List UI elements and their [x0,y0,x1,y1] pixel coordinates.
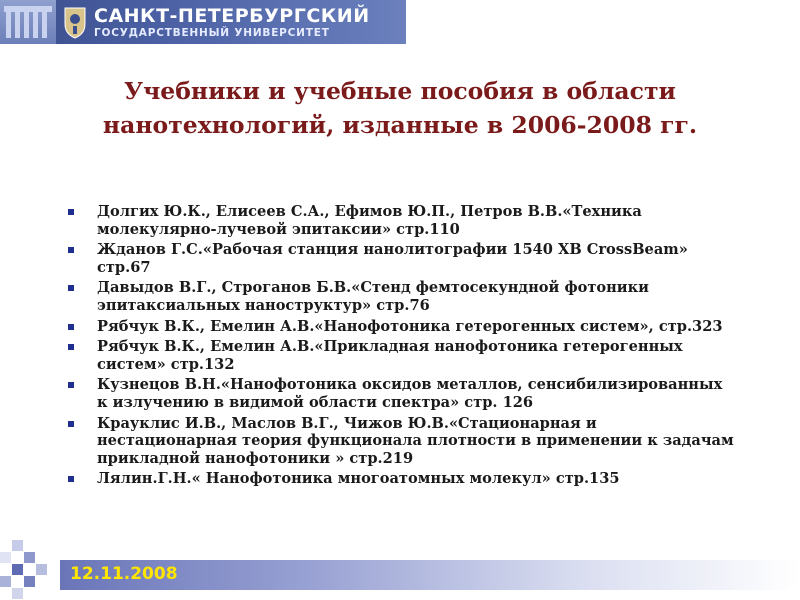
square-bullet-icon [68,209,74,215]
publication-list [68,203,768,491]
university-crest-icon [62,4,88,40]
square-bullet-icon [68,421,74,427]
list-item: Рябчук В.К., Емелин А.В.«Нанофотоника гетерогенных систем», стр.323 [68,318,768,336]
square-bullet-icon [68,382,74,388]
slide-title [60,74,740,142]
square-bullet-icon [68,247,74,253]
title-line-1: Учебники и учебные пособия в области [124,77,676,105]
list-item: Кузнецов В.Н.«Нанофотоника оксидов металлов, сенсибилизированных к излучению в видимой области спектра» стр. 126 [68,376,768,411]
slide-date: 12.11.2008 [70,564,178,584]
square-bullet-icon [68,344,74,350]
square-bullet-icon [68,324,74,330]
list-item: Лялин.Г.Н.« Нанофотоника многоатомных молекул» стр.135 [68,470,768,488]
list-item: Жданов Г.С.«Рабочая станция нанолитографии 1540 XB CrossBeam» стр.67 [68,241,768,276]
header-banner [0,0,406,44]
list-item: Давыдов В.Г., Строганов Б.В.«Стенд фемтосекундной фотоники эпитаксиальных наноструктур» стр.76 [68,279,768,314]
building-image [0,0,56,44]
university-subtitle: ГОСУДАРСТВЕННЫЙ УНИВЕРСИТЕТ [94,27,330,39]
university-name: САНКТ-ПЕТЕРБУРГСКИЙ [94,5,370,27]
list-item: Рябчук В.К., Емелин А.В.«Прикладная нанофотоника гетерогенных систем» стр.132 [68,338,768,373]
square-bullet-icon [68,285,74,291]
square-bullet-icon [68,476,74,482]
title-line-2: нанотехнологий, изданные в 2006-2008 гг. [102,111,698,139]
list-item: Долгих Ю.К., Елисеев С.А., Ефимов Ю.П., Петров В.В.«Техника молекулярно-лучевой эпитаксии» стр.110 [68,203,768,238]
list-item: Крауклис И.В., Маслов В.Г., Чижов Ю.В.«Стационарная и нестационарная теория функционала плотности в применении к задачам прикладной нанофотоники » стр.219 [68,415,768,468]
